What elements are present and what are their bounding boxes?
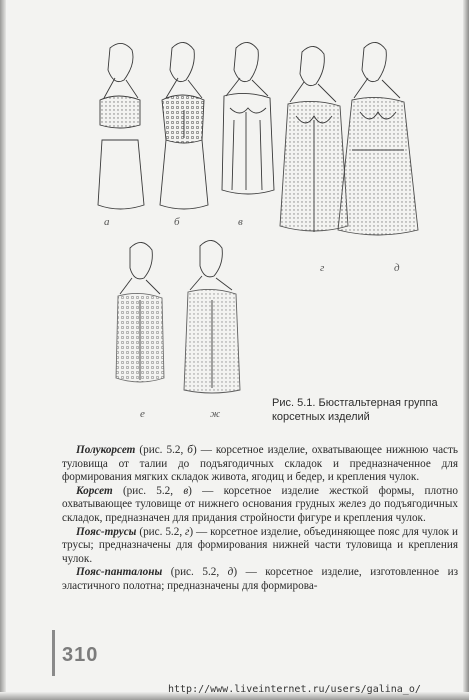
definition: ) — корсетное изделие, охватывающее нижнюю часть туловища от талии до подъягодичных складок и предназначенное для формирования мягких складок живота, ягодиц и бедер, и крепления чулок. <box>62 444 458 484</box>
page-number-bar <box>52 630 55 676</box>
term: Полукорсет <box>76 444 136 456</box>
figure-letter-a: а <box>104 216 110 228</box>
ref-letter: б <box>187 444 193 456</box>
paragraph-belt-pantaloons <box>62 566 458 593</box>
paragraph-semi-corset <box>62 444 458 485</box>
figure-letter-b: б <box>174 216 180 228</box>
ref-open: (рис. 5.2, <box>136 525 186 538</box>
definition: ) — корсетное изделие, объединяющее пояс для чулок и трусы; предназначены для формирования нижней части туловища и крепления чулок. <box>62 525 458 565</box>
figure-e-body <box>116 242 164 382</box>
figure-b-semi-corset <box>160 42 208 209</box>
figure-letter-g: г <box>320 262 325 274</box>
ref-open: (рис. 5.2, <box>135 444 188 456</box>
ref-letter: г <box>185 525 190 538</box>
figure-d-corselet <box>338 42 418 235</box>
figure-zh-body <box>184 240 240 393</box>
ref-open: (рис. 5.2, <box>112 484 184 497</box>
term: Пояс-трусы <box>76 525 137 538</box>
figure-v-corset <box>222 42 274 194</box>
term: Пояс-панталоны <box>76 566 163 579</box>
watermark-url: http://www.liveinternet.ru/users/galina_o/ <box>168 684 421 695</box>
figure-letter-e: е <box>140 408 145 420</box>
definition: ) — корсетное изделие жесткой формы, плотно охватывающее туловище от нижнего основания грудных желез до подъягодичных складок, предназначен для придания стройности фигуре и крепления чулок. <box>62 484 458 524</box>
figure-letter-zh: ж <box>210 408 221 420</box>
figure-caption-line-2: корсетных изделий <box>272 411 370 423</box>
figure-letter-d: д <box>394 262 400 274</box>
ref-letter: в <box>183 484 189 497</box>
paragraph-corset <box>62 485 458 526</box>
figure-caption-line-1: Рис. 5.1. Бюстгальтерная группа <box>272 397 438 409</box>
figure-g-corselet <box>280 46 348 232</box>
ref-letter: д <box>227 566 234 579</box>
figure-letter-v: в <box>238 216 243 228</box>
body-text <box>62 444 458 594</box>
definition: ) — корсетное изделие, изготовленное из эластичного полотна; предназначены для формирова- <box>62 566 458 592</box>
figure-a-bra <box>98 43 144 209</box>
paragraph-belt-briefs <box>62 526 458 567</box>
term: Корсет <box>76 484 113 497</box>
ref-open: (рис. 5.2, <box>162 566 228 579</box>
page-number: 310 <box>62 644 99 666</box>
figure-caption <box>272 396 462 424</box>
